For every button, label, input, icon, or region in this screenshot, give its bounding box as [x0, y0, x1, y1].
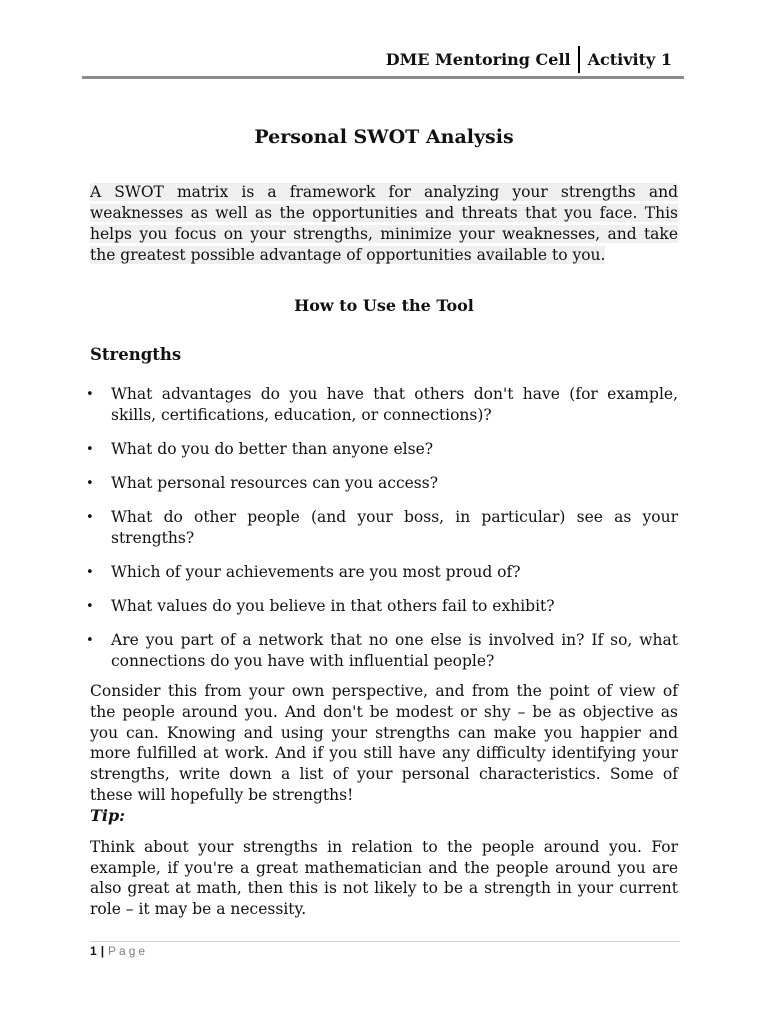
bullet-icon: •	[86, 633, 94, 648]
list-item-text: What advantages do you have that others don't have (for example, skills, certifications, education, or connections)?	[111, 385, 678, 424]
list-item	[86, 630, 678, 672]
list-item	[86, 384, 678, 426]
section-heading-strengths: Strengths	[90, 345, 182, 364]
list-item-text: What do you do better than anyone else?	[111, 440, 434, 458]
strengths-list	[86, 384, 678, 672]
list-item-text: Are you part of a network that no one else is involved in? If so, what connections do you have with influential people?	[111, 631, 678, 670]
list-item-text: What do other people (and your boss, in particular) see as your strengths?	[111, 508, 678, 547]
bullet-icon: •	[86, 565, 94, 580]
tip-label: Tip:	[90, 805, 126, 825]
intro-text: A SWOT matrix is a framework for analyzing your strengths and weaknesses as well as the opportunities and threats that you face. This helps you focus on your strengths, minimize your weaknesses, and take the greatest possible advantage of opportunities available to you.	[90, 183, 678, 264]
list-item-text: Which of your achievements are you most proud of?	[111, 563, 521, 581]
page-label: Page	[108, 944, 149, 958]
header-cell-name: DME Mentoring Cell	[385, 50, 571, 69]
bullet-icon: •	[86, 442, 94, 457]
header-activity: Activity 1	[587, 50, 672, 69]
document-title: Personal SWOT Analysis	[254, 126, 514, 148]
intro-paragraph	[90, 182, 678, 266]
header-divider	[578, 46, 580, 73]
list-item-text: What values do you believe in that others fail to exhibit?	[111, 597, 555, 615]
list-item-text: What personal resources can you access?	[111, 474, 439, 492]
list-item	[86, 562, 678, 583]
document-body	[86, 126, 678, 920]
footer-separator: |	[100, 944, 105, 958]
header-rule	[82, 76, 684, 79]
list-item	[86, 507, 678, 549]
subheading: How to Use the Tool	[294, 296, 474, 315]
page-header	[386, 46, 672, 73]
list-item	[86, 596, 678, 617]
bullet-icon: •	[86, 387, 94, 402]
footer-rule	[90, 941, 680, 942]
page-footer	[90, 944, 148, 958]
list-item	[86, 473, 678, 494]
list-item	[86, 439, 678, 460]
tip-paragraph: Think about your strengths in relation to the people around you. For example, if you're a great mathematician and the people around you are also great at math, then this is not likely to be a strength in your current role – it may be a necessity.	[90, 837, 678, 919]
bullet-icon: •	[86, 476, 94, 491]
bullet-icon: •	[86, 510, 94, 525]
page-number: 1	[90, 944, 97, 958]
body-paragraph: Consider this from your own perspective, and from the point of view of the people around you. And don't be modest or shy – be as objective as you can. Knowing and using your strengths can make you happier and more fulfilled at work. And if you still have any difficulty identifying your strengths, write down a list of your personal characteristics. Some of these will hopefully be strengths!	[90, 682, 678, 804]
bullet-icon: •	[86, 599, 94, 614]
